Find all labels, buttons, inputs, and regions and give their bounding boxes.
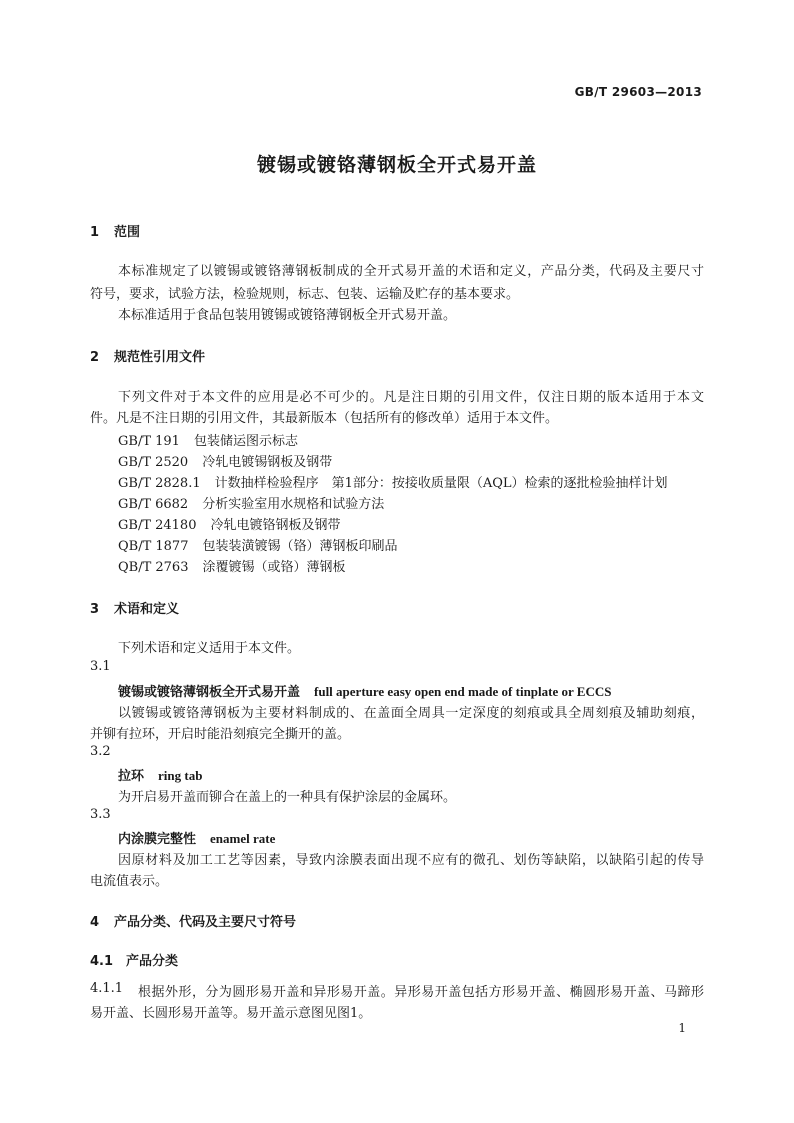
definition-line: 以镀锡或镀铬薄钢板为主要材料制成的、在盖面全周具一定深度的刻痕或具全周刻痕及辅助刻痕， xyxy=(118,706,704,721)
section-number: 4 xyxy=(90,915,100,930)
term-heading xyxy=(118,765,202,784)
reference-code: GB/T 2520 xyxy=(118,455,189,470)
definition-line: 并铆有拉环，开启时能沿刻痕完全撕开的盖。 xyxy=(90,727,351,742)
term-zh: 内涂膜完整性 xyxy=(118,832,197,847)
term-number: 3.2 xyxy=(90,744,111,759)
term-zh: 拉环 xyxy=(118,769,145,784)
page-number: 1 xyxy=(678,1021,686,1035)
term-heading xyxy=(118,681,611,700)
subsection-title: 产品分类 xyxy=(126,954,179,969)
reference-title: 包装装潢镀锡（铬）薄钢板印刷品 xyxy=(202,539,398,554)
definition: 为开启易开盖而铆合在盖上的一种具有保护涂层的金属环。 xyxy=(118,790,457,805)
section-1-heading xyxy=(90,221,140,240)
term-number: 3.3 xyxy=(90,807,111,822)
section-title: 产品分类、代码及主要尺寸符号 xyxy=(114,915,297,930)
term-zh: 镀锡或镀铬薄钢板全开式易开盖 xyxy=(118,685,301,700)
reference-title: 计数抽样检验程序 第1部分：按接收质量限（AQL）检索的逐批检验抽样计划 xyxy=(214,476,668,491)
paragraph-line: 件。凡是不注日期的引用文件，其最新版本（包括所有的修改单）适用于本文件。 xyxy=(90,411,559,426)
reference-entry xyxy=(118,514,341,533)
paragraph: 本标准适用于食品包装用镀锡或镀铬薄钢板全开式易开盖。 xyxy=(118,308,457,323)
standard-code: GB/T 29603—2013 xyxy=(574,85,702,99)
reference-title: 冷轧电镀铬钢板及钢带 xyxy=(210,518,341,533)
section-number: 2 xyxy=(90,350,100,365)
paragraph-line: 易开盖、长圆形易开盖等。易开盖示意图见图1。 xyxy=(90,1006,372,1021)
section-title: 范围 xyxy=(114,225,141,240)
section-title: 规范性引用文件 xyxy=(114,350,206,365)
reference-title: 涂覆镀锡（或铬）薄钢板 xyxy=(202,560,346,575)
subsection-number: 4.1 xyxy=(90,954,114,969)
term-heading xyxy=(118,828,275,847)
term-en: full aperture easy open end made of tinplate or ECCS xyxy=(314,684,612,699)
section-number: 3 xyxy=(90,602,100,617)
reference-title: 冷轧电镀锡钢板及钢带 xyxy=(202,455,333,470)
reference-title: 包装储运图示标志 xyxy=(193,434,298,449)
paragraph-line: 本标准规定了以镀锡或镀铬薄钢板制成的全开式易开盖的术语和定义，产品分类，代码及主要尺寸 xyxy=(118,264,704,279)
subsection-heading xyxy=(90,950,178,969)
reference-entry xyxy=(118,493,384,512)
paragraph-line: 下列文件对于本文件的应用是必不可少的。凡是注日期的引用文件，仅注日期的版本适用于本文 xyxy=(118,390,704,405)
section-2-heading xyxy=(90,346,205,365)
reference-code: QB/T 1877 xyxy=(118,539,189,554)
term-number: 3.1 xyxy=(90,659,111,674)
section-number: 1 xyxy=(90,225,100,240)
reference-code: QB/T 2763 xyxy=(118,560,189,575)
reference-code: GB/T 191 xyxy=(118,434,180,449)
clause-number: 4.1.1 xyxy=(90,981,124,996)
definition-line: 电流值表示。 xyxy=(90,874,169,889)
reference-entry xyxy=(118,535,398,554)
term-en: ring tab xyxy=(158,768,203,783)
reference-code: GB/T 6682 xyxy=(118,497,189,512)
section-3-heading xyxy=(90,598,179,617)
reference-code: GB/T 24180 xyxy=(118,518,197,533)
reference-code: GB/T 2828.1 xyxy=(118,476,201,491)
reference-title: 分析实验室用水规格和试验方法 xyxy=(202,497,385,512)
term-en: enamel rate xyxy=(210,831,276,846)
reference-entry xyxy=(118,430,298,449)
paragraph-line: 符号，要求，试验方法，检验规则，标志、包装、运输及贮存的基本要求。 xyxy=(90,287,520,302)
paragraph-line: 根据外形，分为圆形易开盖和异形易开盖。异形易开盖包括方形易开盖、椭圆形易开盖、马蹄形 xyxy=(138,985,704,1000)
reference-entry xyxy=(118,472,668,491)
paragraph: 下列术语和定义适用于本文件。 xyxy=(118,641,301,656)
definition-line: 因原材料及加工工艺等因素，导致内涂膜表面出现不应有的微孔、划伤等缺陷，以缺陷引起的传导 xyxy=(118,853,704,868)
reference-entry xyxy=(118,451,332,470)
section-title: 术语和定义 xyxy=(114,602,180,617)
reference-entry xyxy=(118,556,346,575)
section-4-heading xyxy=(90,911,296,930)
document-title: 镀锡或镀铬薄钢板全开式易开盖 xyxy=(256,154,537,176)
